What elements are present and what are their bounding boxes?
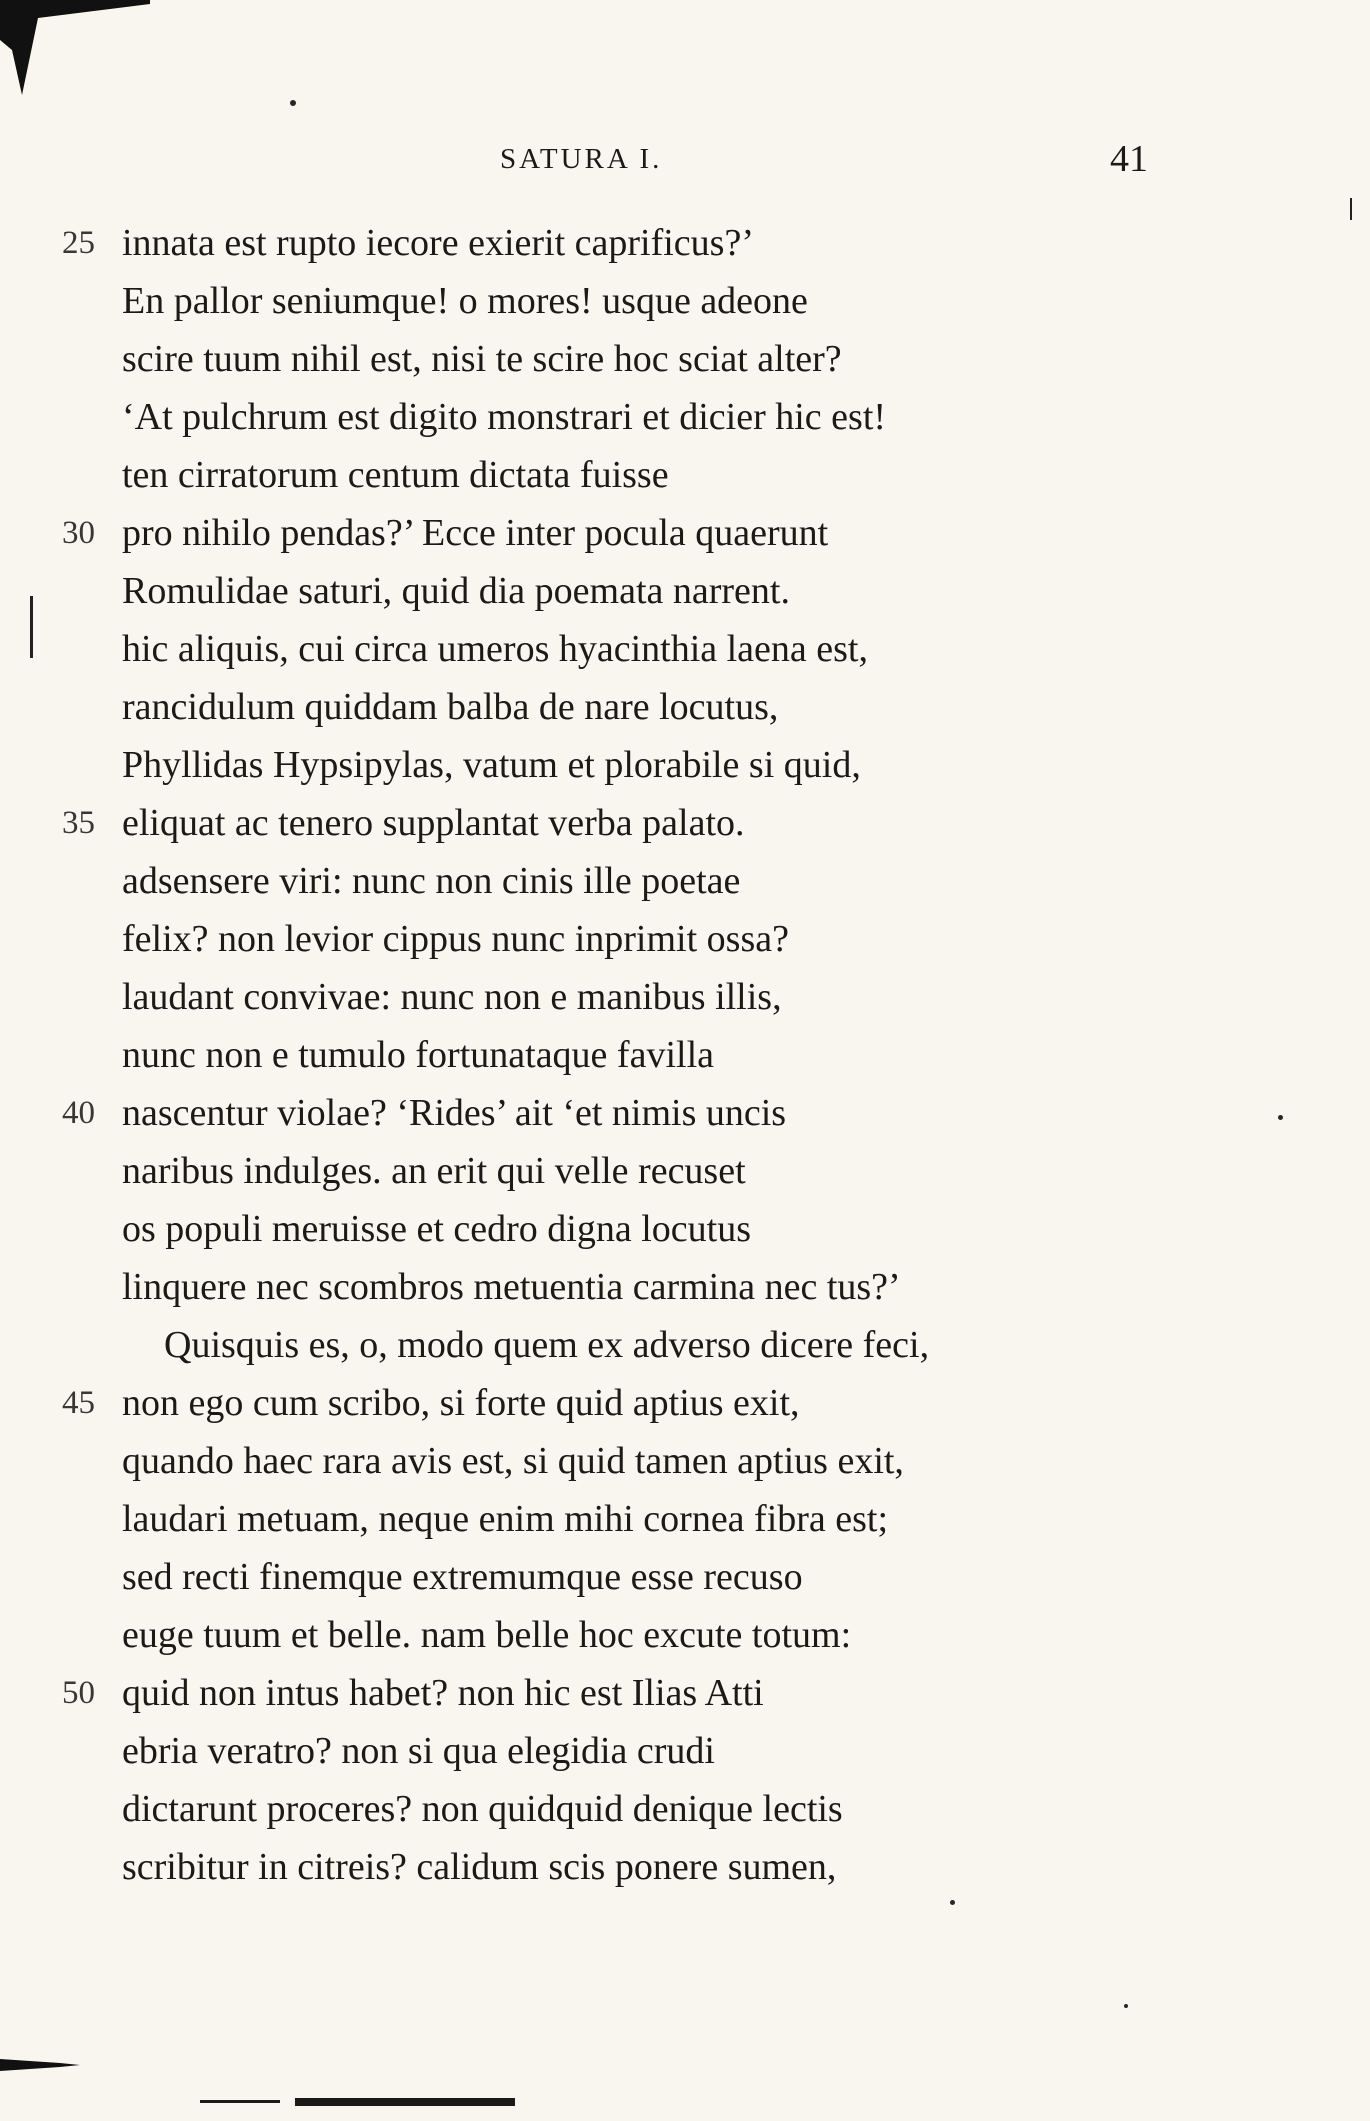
verse-line	[0, 910, 1370, 968]
line-text: hic aliquis, cui circa umeros hyacinthia laena est,	[122, 628, 868, 670]
line-text: ‘At pulchrum est digito monstrari et dicier hic est!	[122, 396, 887, 438]
verse-line	[0, 1026, 1370, 1084]
line-text: ten cirratorum centum dictata fuisse	[122, 454, 669, 496]
line-text: euge tuum et belle. nam belle hoc excute totum:	[122, 1614, 852, 1656]
verse-line	[0, 736, 1370, 794]
line-text: adsensere viri: nunc non cinis ille poetae	[122, 860, 741, 902]
verse-line	[0, 1722, 1370, 1780]
line-text: rancidulum quiddam balba de nare locutus,	[122, 686, 779, 728]
verse-line	[0, 504, 1370, 562]
line-text: pro nihilo pendas?’ Ecce inter pocula quaerunt	[122, 512, 829, 554]
line-text: ebria veratro? non si qua elegidia crudi	[122, 1730, 715, 1772]
verse-text	[0, 214, 1370, 1896]
line-text: Romulidae saturi, quid dia poemata narrent.	[122, 570, 790, 612]
verse-line	[0, 1142, 1370, 1200]
verse-line	[0, 794, 1370, 852]
verse-line	[0, 1490, 1370, 1548]
line-text: dictarunt proceres? non quidquid denique lectis	[122, 1788, 843, 1830]
verse-line	[0, 1374, 1370, 1432]
line-text: scire tuum nihil est, nisi te scire hoc sciat alter?	[122, 338, 842, 380]
ink-speck	[1124, 2004, 1128, 2008]
verse-line	[0, 1838, 1370, 1896]
line-number: 50	[62, 1675, 95, 1711]
verse-line	[0, 1316, 1370, 1374]
verse-line	[0, 1548, 1370, 1606]
verse-line	[0, 678, 1370, 736]
bottom-rule	[295, 2098, 515, 2106]
line-text: naribus indulges. an erit qui velle recuset	[122, 1150, 746, 1192]
verse-line	[0, 1432, 1370, 1490]
verse-line	[0, 1664, 1370, 1722]
ink-speck	[290, 100, 296, 106]
line-text: non ego cum scribo, si forte quid aptius exit,	[122, 1382, 800, 1424]
running-title: SATURA I.	[500, 143, 663, 175]
line-text: felix? non levior cippus nunc inprimit ossa?	[122, 918, 789, 960]
corner-mark-icon	[0, 0, 160, 110]
line-number: 45	[62, 1385, 95, 1421]
page-number: 41	[1110, 138, 1148, 180]
verse-line	[0, 330, 1370, 388]
line-text: innata est rupto iecore exierit caprificus?’	[122, 222, 754, 264]
line-number: 40	[62, 1095, 95, 1131]
verse-line	[0, 214, 1370, 272]
verse-line	[0, 1200, 1370, 1258]
line-text: eliquat ac tenero supplantat verba palato.	[122, 802, 745, 844]
line-text: nunc non e tumulo fortunataque favilla	[122, 1034, 714, 1076]
line-text: laudant convivae: nunc non e manibus illis,	[122, 976, 782, 1018]
line-number: 25	[62, 225, 95, 261]
verse-line	[0, 620, 1370, 678]
line-text: os populi meruisse et cedro digna locutus	[122, 1208, 751, 1250]
line-text: sed recti finemque extremumque esse recuso	[122, 1556, 803, 1598]
line-text: Quisquis es, o, modo quem ex adverso dicere feci,	[164, 1324, 930, 1366]
verse-line	[0, 1084, 1370, 1142]
verse-line	[0, 1258, 1370, 1316]
verse-line	[0, 1606, 1370, 1664]
ink-speck	[950, 1900, 955, 1905]
line-text: laudari metuam, neque enim mihi cornea fibra est;	[122, 1498, 889, 1540]
line-text: nascentur violae? ‘Rides’ ait ‘et nimis uncis	[122, 1092, 787, 1134]
page-header	[0, 138, 1370, 183]
line-text: quid non intus habet? non hic est Ilias Atti	[122, 1672, 764, 1714]
verse-line	[0, 388, 1370, 446]
verse-line	[0, 562, 1370, 620]
line-text: quando haec rara avis est, si quid tamen aptius exit,	[122, 1440, 904, 1482]
line-text: scribitur in citreis? calidum scis ponere sumen,	[122, 1846, 837, 1888]
verse-line	[0, 852, 1370, 910]
line-number: 35	[62, 805, 95, 841]
line-text: linquere nec scombros metuentia carmina nec tus?’	[122, 1266, 901, 1308]
verse-line	[0, 272, 1370, 330]
bottom-left-mark-icon	[0, 2055, 80, 2075]
line-number: 30	[62, 515, 95, 551]
line-text: Phyllidas Hypsipylas, vatum et plorabile si quid,	[122, 744, 861, 786]
verse-line	[0, 968, 1370, 1026]
verse-line	[0, 1780, 1370, 1838]
bottom-rule	[200, 2100, 280, 2103]
line-text: En pallor seniumque! o mores! usque adeone	[122, 280, 808, 322]
verse-line	[0, 446, 1370, 504]
